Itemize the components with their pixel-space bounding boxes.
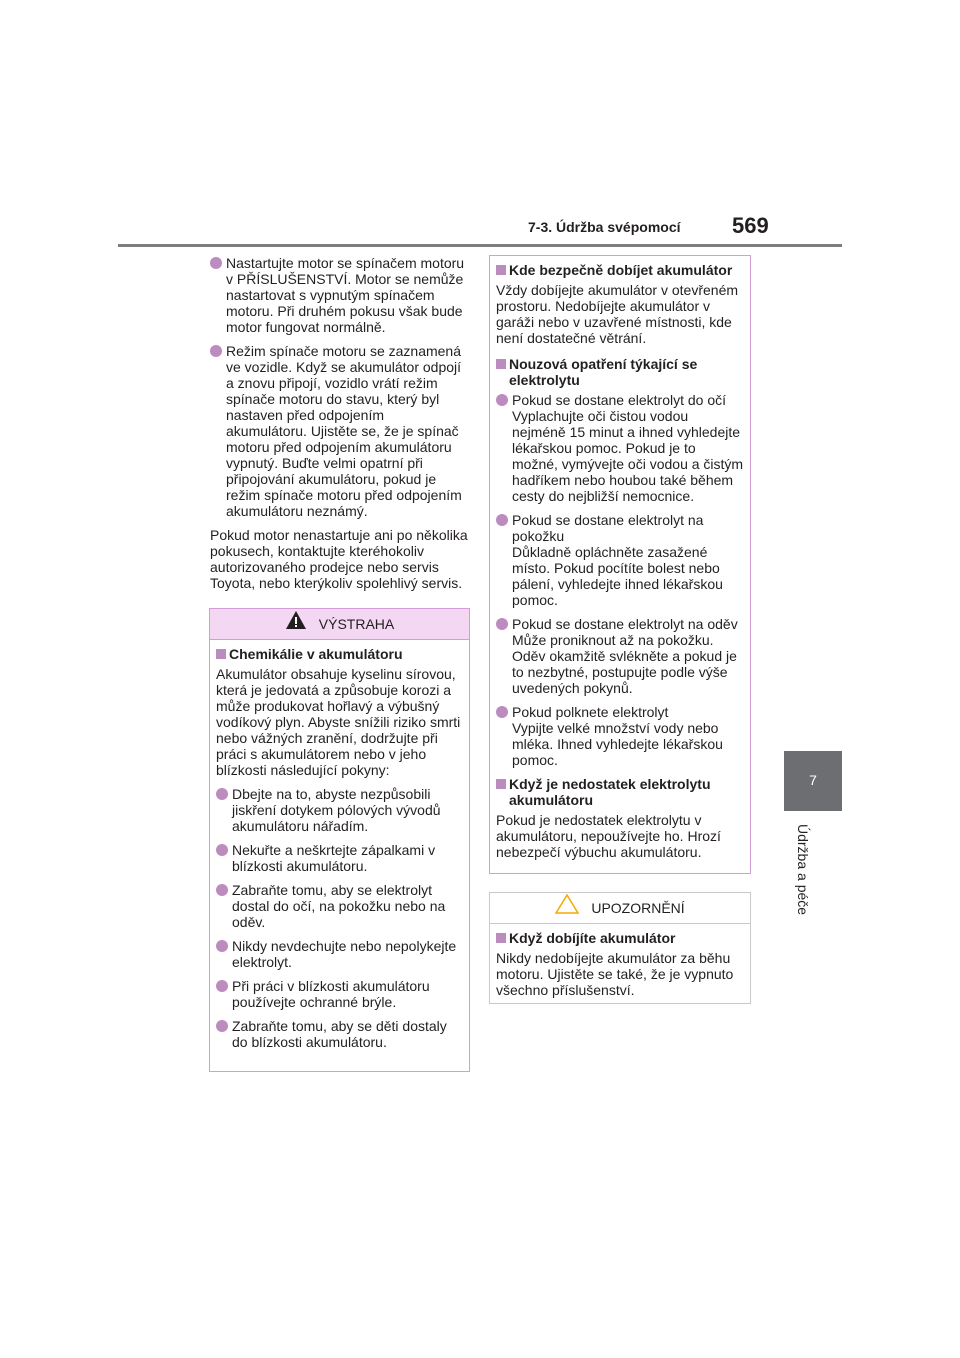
list-item: Pokud se dostane elektrolyt na pokožku Důkladně opláchněte zasažené místo. Pokud pocítíte bolest nebo pálení, vyhledejte ihned lékařskou pomoc. xyxy=(496,512,744,608)
section-title: 7-3. Údržba svépomocí xyxy=(528,219,681,235)
bullet-icon xyxy=(496,394,508,406)
bullet-icon xyxy=(210,345,222,357)
section-heading: Chemikálie v akumulátoru xyxy=(216,646,463,662)
bullet-icon xyxy=(216,1020,228,1032)
square-bullet-icon xyxy=(496,933,506,943)
list-item: Zabraňte tomu, aby se elektrolyt dostal do očí, na pokožku nebo na oděv. xyxy=(216,882,463,930)
page-number: 569 xyxy=(732,213,769,238)
paragraph: Nikdy nedobíjejte akumulátor za běhu motoru. Ujistěte se také, že je vypnuto všechno příslušenství. xyxy=(496,950,734,998)
warning-box-title: VÝSTRAHA xyxy=(210,609,469,640)
paragraph: Pokud je nedostatek elektrolytu v akumulátoru, nepoužívejte ho. Hrozí nebezpečí výbuchu akumulátoru. xyxy=(496,812,721,860)
notice-box-title: UPOZORNĚNÍ xyxy=(490,893,750,924)
section-heading: Když dobíjíte akumulátor xyxy=(496,930,744,946)
warning-continuation-box xyxy=(489,255,751,874)
warning-box-body xyxy=(210,640,469,1064)
bullet-icon xyxy=(216,940,228,952)
square-bullet-icon xyxy=(496,359,506,369)
left-column xyxy=(210,255,468,599)
paragraph: Vždy dobíjejte akumulátor v otevřeném prostoru. Nedobíjejte akumulátor v garáži nebo v uzavřené místnosti, kde není dostatečné větrání. xyxy=(496,282,739,346)
square-bullet-icon xyxy=(496,265,506,275)
bullet-icon xyxy=(496,706,508,718)
warning-box xyxy=(209,608,470,1072)
section-heading: Nouzová opatření týkající se elektrolytu xyxy=(496,356,744,388)
section-heading: Kde bezpečně dobíjet akumulátor xyxy=(496,262,744,278)
notice-box xyxy=(489,892,751,1004)
list-item: Pokud se dostane elektrolyt na oděv Může proniknout až na pokožku. Oděv okamžitě svlékněte a pokud je to nezbytné, postupujte podle výše uvedených pokynů. xyxy=(496,616,744,696)
notice-box-body xyxy=(490,924,750,1012)
list-item: Nekuřte a neškrtejte zápalkami v blízkosti akumulátoru. xyxy=(216,842,463,874)
header-rule xyxy=(118,244,842,247)
list-item: Nastartujte motor se spínačem motoru v PŘÍSLUŠENSTVÍ. Motor se nemůže nastartovat s vypnutým spínačem motoru. Při druhém pokusu však bude motor fungovat normálně. xyxy=(210,255,468,335)
paragraph: Akumulátor obsahuje kyselinu sírovou, která je jedovatá a způsobuje korozi a může produkovat hořlavý a výbušný vodíkový plyn. Abyste snížili riziko smrti nebo vážných zranění, dodržujte při práci s akumulátorem nebo v jeho blízkosti následující pokyny: xyxy=(216,666,461,778)
list-item: Při práci v blízkosti akumulátoru používejte ochranné brýle. xyxy=(216,978,463,1010)
warning-triangle-icon xyxy=(285,610,307,640)
bullet-icon xyxy=(216,980,228,992)
chapter-tab xyxy=(784,751,842,811)
caution-triangle-icon xyxy=(555,894,579,924)
list-item: Zabraňte tomu, aby se děti dostaly do blízkosti akumulátoru. xyxy=(216,1018,463,1050)
bullet-icon xyxy=(216,884,228,896)
chapter-title: Údržba a péče xyxy=(795,824,811,916)
bullet-icon xyxy=(496,618,508,630)
list-item: Dbejte na to, abyste nezpůsobili jiskření dotykem pólových vývodů akumulátoru nářadím. xyxy=(216,786,463,834)
list-item: Pokud polknete elektrolyt Vypijte velké množství vody nebo mléka. Ihned vyhledejte lékařskou pomoc. xyxy=(496,704,744,768)
bullet-icon xyxy=(496,514,508,526)
list-item: Režim spínače motoru se zaznamená ve vozidle. Když se akumulátor odpojí a znovu připojí, vozidlo vrátí režim spínače motoru do stavu, který byl nastaven před odpojením akumulátoru. Ujistěte se, že je spínač motoru před odpojením akumulátoru vypnutý. Buďte velmi opatrní při připojování akumulátoru, pokud je režim spínače motoru před odpojením akumulátoru neznámý. xyxy=(210,343,468,519)
bullet-icon xyxy=(216,788,228,800)
list-item: Pokud se dostane elektrolyt do očí Vyplachujte oči čistou vodou nejméně 15 minut a ihned vyhledejte lékařskou pomoc. Pokud je to možné, vymývejte oči vodou a čistým hadříkem nebo houbou také během cesty do nejbližší nemocnice. xyxy=(496,392,744,504)
section-heading: Když je nedostatek elektrolytu akumulátoru xyxy=(496,776,744,808)
bullet-icon xyxy=(216,844,228,856)
bullet-icon xyxy=(210,257,222,269)
paragraph: Pokud motor nenastartuje ani po několika pokusech, kontaktujte kteréhokoliv autorizovaného prodejce nebo servis Toyota, nebo kterýkoliv spolehlivý servis. xyxy=(210,527,468,591)
square-bullet-icon xyxy=(216,649,226,659)
chapter-number: 7 xyxy=(809,772,817,788)
square-bullet-icon xyxy=(496,779,506,789)
list-item: Nikdy nevdechujte nebo nepolykejte elektrolyt. xyxy=(216,938,463,970)
continuation-body xyxy=(490,256,750,874)
